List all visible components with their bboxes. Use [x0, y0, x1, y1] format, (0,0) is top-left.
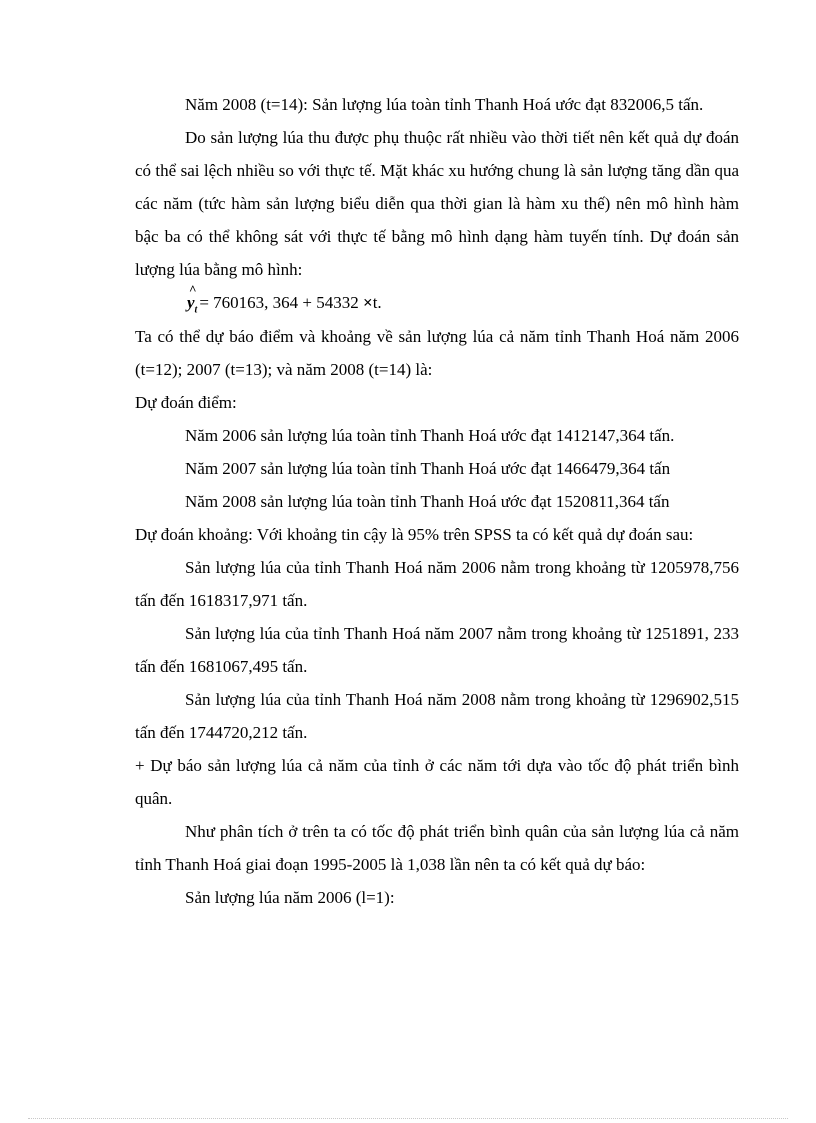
formula-times: × — [363, 293, 373, 312]
paragraph-2008-estimate: Năm 2008 (t=14): Sản lượng lúa toàn tỉnh Thanh Hoá ước đạt 832006,5 tấn. — [185, 95, 704, 114]
paragraph-forecast-intro: Ta có thể dự báo điểm và khoảng về sản lượng lúa cả năm tỉnh Thanh Hoá năm 2006 (t=12); 2007 (t=13); và năm 2008 (t=14) là: — [135, 327, 739, 379]
formula-tail: t. — [372, 293, 382, 312]
interval-forecast-2008: Sản lượng lúa của tỉnh Thanh Hoá năm 2008 nằm trong khoảng từ 1296902,515 tấn đến 1744720,212 tấn. — [135, 690, 739, 742]
heading-interval-forecast: Dự đoán khoảng: Với khoảng tin cậy là 95% trên SPSS ta có kết quả dự đoán sau: — [135, 525, 694, 544]
heading-point-forecast: Dự đoán điểm: — [135, 393, 237, 412]
document-page — [135, 88, 739, 914]
paragraph-growth-analysis: Như phân tích ở trên ta có tốc độ phát triển bình quân của sản lượng lúa cả năm tỉnh Thanh Hoá giai đoạn 1995-2005 là 1,038 lần nên ta có kết quả dự báo: — [135, 822, 739, 874]
y-hat-symbol: ^ $y_t$ — [187, 282, 198, 316]
interval-forecast-2006: Sản lượng lúa của tỉnh Thanh Hoá năm 2006 nằm trong khoảng từ 1205978,756 tấn đến 1618317,971 tấn. — [135, 558, 739, 610]
formula-equals: = — [199, 293, 209, 312]
point-forecast-2008: Năm 2008 sản lượng lúa toàn tỉnh Thanh Hoá ước đạt 1520811,364 tấn — [185, 492, 670, 511]
paragraph-growth-intro: + Dự báo sản lượng lúa cả năm của tỉnh ở các năm tới dựa vào tốc độ phát triển bình quân. — [135, 756, 739, 808]
point-forecast-2007: Năm 2007 sản lượng lúa toàn tỉnh Thanh Hoá ước đạt 1466479,364 tấn — [185, 459, 671, 478]
interval-forecast-2007: Sản lượng lúa của tỉnh Thanh Hoá năm 2007 nằm trong khoảng từ 1251891, 233 tấn đến 1681067,495 tấn. — [135, 624, 739, 676]
formula-expression: 760163, 364 + 54332 — [208, 293, 364, 312]
page-bottom-border — [28, 1118, 788, 1119]
point-forecast-2006: Năm 2006 sản lượng lúa toàn tỉnh Thanh Hoá ước đạt 1412147,364 tấn. — [185, 426, 675, 445]
line-2006-output: Sản lượng lúa năm 2006 (l=1): — [185, 888, 395, 907]
regression-formula — [135, 282, 739, 320]
paragraph-model-discussion: Do sản lượng lúa thu được phụ thuộc rất nhiều vào thời tiết nên kết quả dự đoán có thể sai lệch nhiều so với thực tế. Mặt khác xu hướng chung là sản lượng tăng dần qua các năm (tức hàm sản lượng biểu diễn qua thời gian là hàm xu thế) nên mô hình hàm bậc ba có thể không sát với thực tế bằng mô hình dạng hàm tuyến tính. Dự đoán sản lượng lúa bằng mô hình: — [135, 128, 739, 279]
